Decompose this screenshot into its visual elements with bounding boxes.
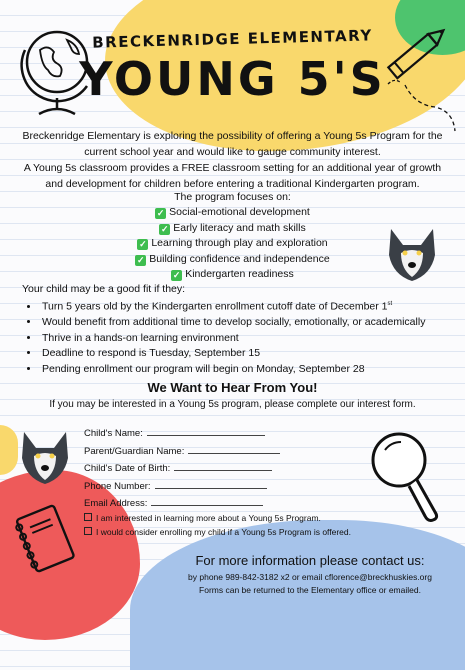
fit-item: • Turn 5 years old by the Kindergarten enrollment cutoff date of December 1st: [40, 297, 465, 315]
intro-text: [22, 128, 443, 192]
husky-icon: [16, 428, 74, 486]
form-row-child-name: Child's Name:: [84, 425, 351, 443]
feedback-subtitle: If you may be interested in a Young 5s program, please complete our interest form.: [49, 399, 416, 410]
fit-item: • Pending enrollment our program will begin on Monday, September 28: [40, 362, 465, 378]
checkmark-icon: ✓: [160, 223, 169, 234]
interest-form: [84, 425, 351, 541]
checkmark-icon: ✓: [139, 239, 147, 249]
blue-blob: [130, 520, 465, 670]
checkbox-row: I am interested in learning more about a Young 5s Program.: [84, 513, 351, 527]
form-row-birthdate: Child's Date of Birth:: [84, 460, 351, 478]
contact-line-return: Forms can be returned to the Elementary office or emailed.: [199, 585, 421, 595]
checkbox-row: I would consider enrolling my child if a Young 5s Program is offered.: [84, 527, 351, 541]
parent-name-field[interactable]: [188, 443, 280, 454]
form-row-phone: Phone Number:: [84, 478, 351, 496]
intro-paragraph-1: Breckenridge Elementary is exploring the possibility of offering a Young 5s Program for the current school year and would like to gauge community interest.: [22, 130, 443, 158]
focus-item: ✓ Social-emotional development: [156, 206, 310, 218]
fit-item: • Thrive in a hands-on learning environment: [40, 331, 465, 347]
husky-icon: [383, 225, 441, 283]
contact-line-phone-email: by phone 989-842-3182 x2 or email cflorence@breckhuskies.org: [188, 572, 432, 582]
checkmark-icon: ✓: [172, 270, 181, 280]
magnifying-glass-icon: [365, 428, 445, 528]
program-title: YOUNG 5'S: [79, 52, 386, 106]
focus-item: ✓ Learning through play and exploration: [139, 237, 328, 249]
enroll-checkbox[interactable]: [84, 527, 92, 535]
email-field[interactable]: [151, 495, 263, 506]
focus-item: ✓ Early literacy and math skills: [160, 221, 306, 234]
fit-item: • Would benefit from additional time to develop socially, emotionally, or academically: [40, 315, 465, 331]
ordinal-suffix: st: [387, 301, 393, 307]
fit-list: [22, 297, 465, 377]
contact-title: For more information please contact us:: [195, 553, 425, 568]
focus-item: ✓ Building confidence and independence: [137, 252, 330, 265]
child-name-field[interactable]: [147, 425, 265, 436]
form-row-parent-name: Parent/Guardian Name:: [84, 443, 351, 461]
focus-item: ✓ Kindergarten readiness: [172, 268, 294, 280]
birthdate-field[interactable]: [174, 460, 272, 471]
school-name: BRECKENRIDGE ELEMENTARY: [92, 26, 373, 52]
notebook-icon: [12, 500, 82, 580]
focus-heading: The program focuses on:: [174, 191, 291, 203]
checkmark-icon: ✓: [156, 208, 165, 218]
phone-field[interactable]: [155, 478, 267, 489]
form-row-email: Email Address:: [84, 495, 351, 513]
fit-item: • Deadline to respond is Tuesday, September 15: [40, 346, 465, 362]
fit-heading: Your child may be a good fit if they:: [22, 283, 186, 295]
intro-paragraph-2: A Young 5s classroom provides a FREE classroom setting for an additional year of growth and development for children before entering a traditional Kindergarten program.: [23, 162, 442, 190]
interest-checkbox[interactable]: [84, 513, 92, 521]
checkmark-icon: ✓: [137, 254, 145, 265]
feedback-title: We Want to Hear From You!: [147, 380, 318, 395]
